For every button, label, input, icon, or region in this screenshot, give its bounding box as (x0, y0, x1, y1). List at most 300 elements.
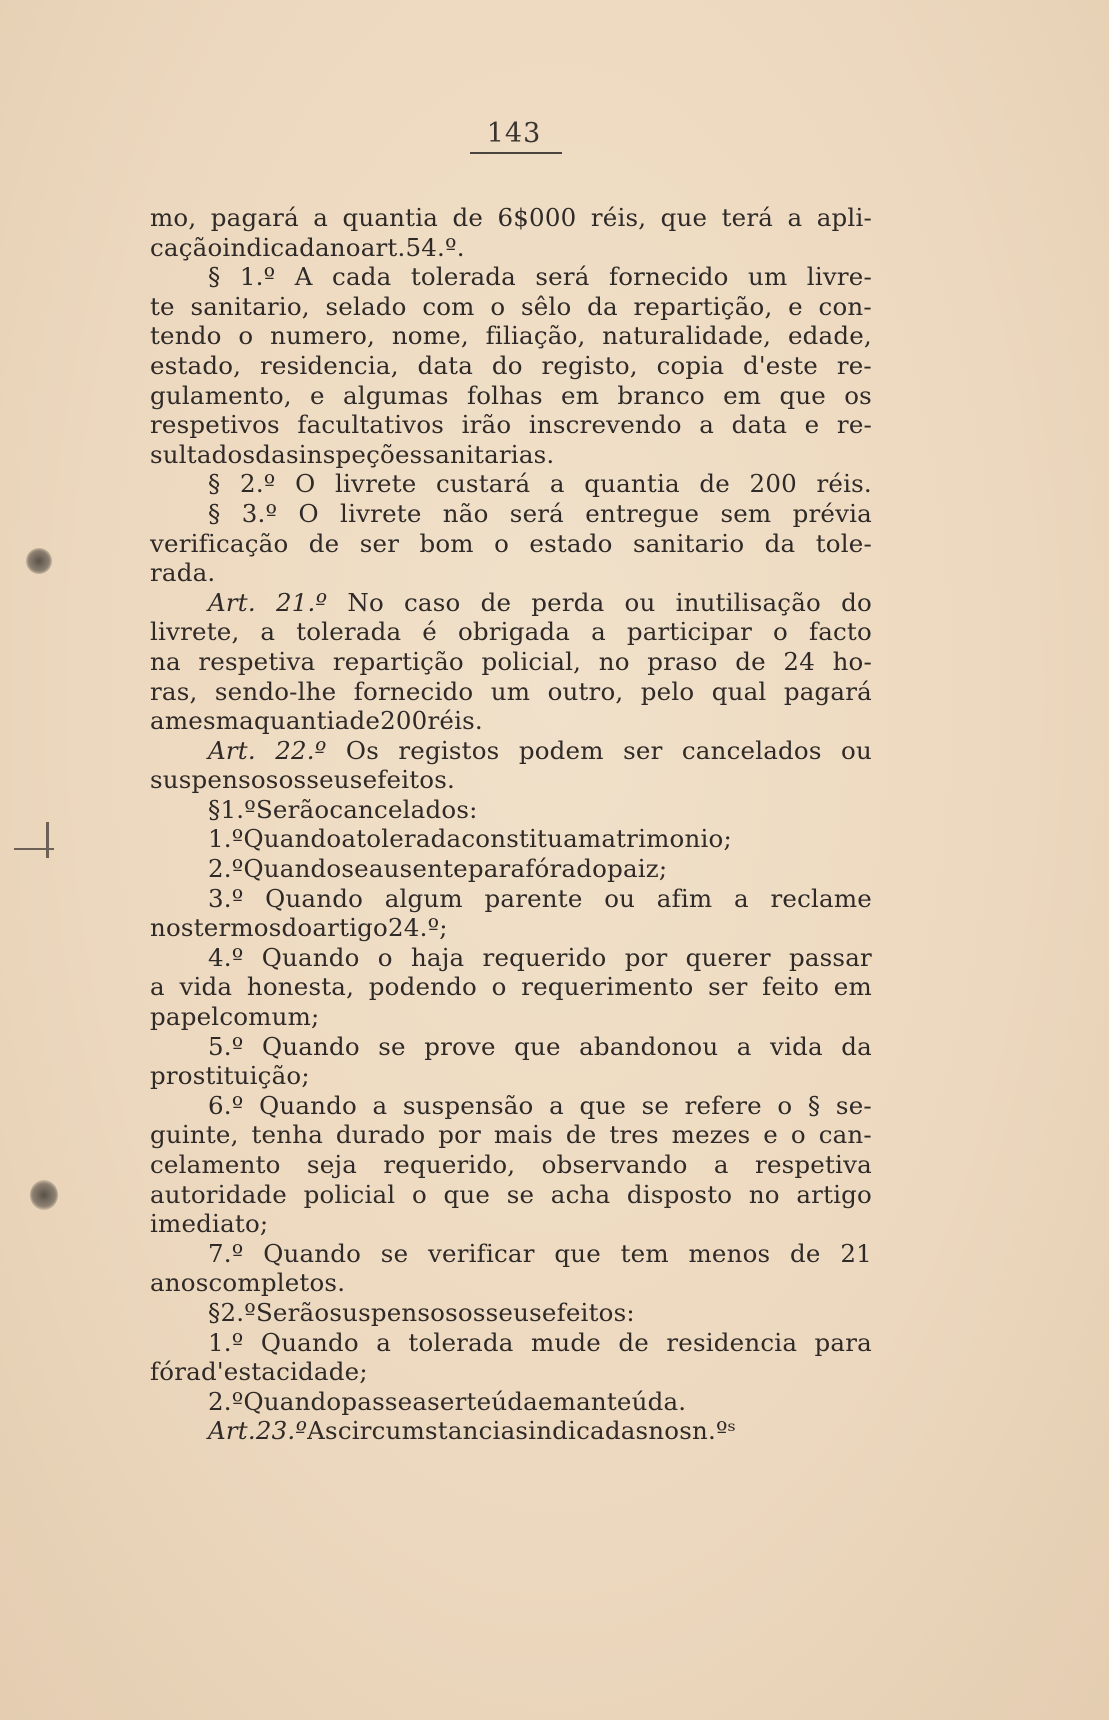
word: Art. (208, 587, 256, 617)
page-body-text (150, 203, 872, 1446)
word: a (549, 469, 565, 499)
word: o (377, 942, 393, 972)
word: nome, (391, 321, 469, 351)
word: autoridade (150, 1179, 288, 1209)
word: A (294, 262, 313, 292)
word: 6$000 (497, 203, 577, 232)
word: artigo (796, 1179, 872, 1209)
word: § (807, 1090, 821, 1120)
text-line (150, 1150, 872, 1180)
word: 2.º (220, 1297, 256, 1327)
word: a (549, 1090, 564, 1120)
word: Quando (263, 1238, 362, 1268)
word: 3.º (241, 498, 278, 528)
word: a (787, 203, 803, 232)
word: facto (808, 617, 872, 647)
word: ras, (150, 676, 198, 706)
word: sem (720, 498, 772, 528)
word: data (417, 350, 474, 380)
margin-ink-spot (26, 548, 52, 574)
word: em (723, 380, 762, 410)
word: 54.º. (405, 232, 465, 262)
word: qual (711, 676, 767, 706)
word: quantia (584, 469, 680, 499)
word: inscrevendo (528, 410, 682, 440)
text-line (150, 765, 872, 795)
word: nos (648, 1416, 692, 1446)
word: O (298, 498, 319, 528)
word: sultados (150, 439, 256, 469)
word: caso (404, 587, 461, 617)
word: pagará (783, 676, 872, 706)
word: cancelados: (329, 794, 478, 824)
word: ser (623, 735, 663, 765)
word: matrimonio; (577, 824, 732, 854)
word: 22.º (275, 735, 327, 765)
text-line (150, 1032, 872, 1062)
word: Quando (260, 1327, 359, 1357)
word: livrete (334, 469, 417, 499)
word: a (376, 1327, 392, 1357)
word: cada (332, 262, 392, 292)
word: sanitarias. (422, 439, 555, 469)
word: de (308, 528, 340, 558)
word: ou (604, 883, 636, 913)
word: fornecido (608, 262, 729, 292)
word: nos (150, 913, 194, 943)
word: apli- (816, 203, 872, 232)
word: suspensão (402, 1090, 534, 1120)
word: e (537, 1386, 553, 1416)
page-number: 143 (486, 118, 542, 149)
word: no (748, 1179, 780, 1209)
word: sanitario, (190, 291, 310, 321)
word: verificar (427, 1238, 535, 1268)
word: a (591, 617, 606, 647)
word: que (660, 203, 708, 232)
word: inutilisação (675, 587, 821, 617)
word: o (777, 1090, 793, 1120)
word: data (731, 410, 788, 440)
word: se (506, 1179, 535, 1209)
word: tolerada (356, 824, 462, 854)
word: repartição (332, 646, 464, 676)
word: do (281, 913, 313, 943)
word: policial, (481, 646, 582, 676)
word: ausente (368, 854, 468, 884)
word: respetiva (755, 1150, 872, 1179)
text-line (150, 469, 872, 499)
text-line (150, 1180, 872, 1210)
word: do (841, 587, 872, 617)
word: perda (531, 587, 605, 617)
word: § (208, 794, 221, 824)
word: seja (306, 1150, 357, 1179)
word: de (699, 469, 730, 499)
margin-pencil-mark (46, 822, 49, 858)
word: 21.º (275, 587, 328, 617)
word: pelo (640, 676, 695, 706)
word: d'este (742, 350, 819, 380)
word: participar (626, 617, 753, 647)
text-line (150, 854, 872, 884)
word: guinte, (150, 1120, 239, 1150)
word: que (443, 1179, 491, 1209)
word: papel (150, 1002, 220, 1032)
word: numero, (270, 321, 376, 351)
word: 200 (749, 469, 797, 499)
word: mezes (671, 1120, 751, 1150)
word: querer (685, 942, 771, 972)
word: acha (550, 1179, 611, 1209)
word: o (238, 321, 254, 351)
text-line (150, 1268, 872, 1298)
word: efeitos: (541, 1297, 635, 1327)
word: menos (688, 1238, 771, 1268)
word: d'esta (200, 1357, 277, 1387)
word: copia (656, 350, 725, 380)
word: por (438, 1120, 481, 1150)
word: respetiva (198, 646, 316, 676)
word: repartição, (633, 291, 773, 321)
text-line (150, 1239, 872, 1269)
word: registo, (541, 350, 638, 380)
word: abandonou (579, 1031, 719, 1061)
word: 3.º (208, 883, 244, 913)
word: inspeções (298, 439, 423, 469)
word: gulamento, (150, 380, 292, 410)
word: algumas (342, 380, 449, 410)
word: a (150, 972, 165, 1002)
word: é (422, 617, 437, 647)
word: No (347, 587, 384, 617)
word: podendo (368, 972, 477, 1002)
word: celamento (150, 1150, 281, 1179)
word: tolerada (296, 617, 402, 647)
word: 7.º (208, 1238, 244, 1268)
word: pagará (210, 203, 299, 232)
word: os (278, 765, 307, 795)
word: de (480, 587, 512, 617)
text-line (150, 1002, 872, 1032)
text-line (150, 1091, 872, 1121)
word: Quando (261, 942, 360, 972)
word: fóra (525, 854, 577, 884)
margin-ink-spot (30, 1180, 58, 1210)
word: 4.º (208, 942, 244, 972)
word: a (313, 203, 329, 232)
word: branco (617, 380, 705, 410)
word: a (260, 617, 276, 647)
word: o (490, 291, 506, 321)
word: a (733, 883, 749, 913)
word: mude (530, 1327, 601, 1357)
word: réis. (427, 706, 483, 736)
word: da (764, 528, 796, 558)
word: prove (424, 1031, 496, 1061)
word: con- (818, 291, 872, 321)
word: art. (360, 232, 406, 262)
word: mais (493, 1120, 553, 1150)
word: te (150, 291, 175, 321)
word: 6.º (208, 1090, 244, 1120)
word: das (255, 439, 299, 469)
text-line (150, 972, 872, 1002)
word: estado, (150, 350, 242, 380)
word: tolerada (408, 1327, 514, 1357)
word: refere (684, 1090, 762, 1120)
word: sanitario (632, 528, 745, 558)
word: Art. (208, 1416, 256, 1446)
text-line (150, 1061, 872, 1091)
text-line (150, 824, 872, 854)
word: 24 (783, 646, 815, 676)
word: custará (436, 469, 531, 499)
word: irão (461, 410, 512, 440)
word: edade, (787, 321, 872, 351)
word: se (380, 1238, 409, 1268)
article-heading-line (150, 588, 872, 618)
word: 21 (840, 1238, 872, 1268)
word: prostituição; (150, 1061, 310, 1091)
word: § (208, 262, 221, 292)
word: re- (836, 350, 872, 380)
word: disposto (626, 1179, 733, 1209)
word: Quando (243, 854, 342, 884)
word: podem (518, 735, 604, 765)
word: 1.º (208, 1327, 244, 1357)
word: 23.º (255, 1416, 308, 1446)
word: Art. (208, 735, 256, 765)
word: termos (193, 913, 282, 943)
word: tole- (815, 528, 872, 558)
word: e (763, 1120, 778, 1150)
text-line (150, 440, 872, 470)
word: reclame (770, 883, 872, 913)
word: cidade; (276, 1357, 368, 1387)
word: rada. (150, 558, 216, 588)
text-line (150, 1120, 872, 1150)
word: constitua (461, 824, 578, 854)
word: n.ºˢ (691, 1416, 737, 1446)
word: As (307, 1416, 338, 1446)
word: requerido, (383, 1150, 516, 1179)
word: ou (841, 735, 872, 765)
text-line (150, 677, 872, 707)
word: livre- (806, 262, 872, 292)
word: folhas (466, 380, 543, 410)
word: não (442, 498, 489, 528)
word: que (779, 380, 826, 410)
word: mo, (150, 203, 197, 232)
word: fornecido (353, 676, 474, 706)
word: com (422, 291, 475, 321)
word: honesta, (246, 972, 355, 1002)
word: fóra (150, 1357, 201, 1387)
word: no (329, 232, 361, 262)
word: observando (541, 1150, 688, 1179)
word: ou (624, 587, 656, 617)
word: por (624, 942, 668, 972)
text-line (150, 381, 872, 411)
word: da (587, 291, 618, 321)
word: de (735, 646, 766, 676)
text-line (150, 795, 872, 825)
word: o (491, 972, 507, 1002)
word: Quando (265, 883, 364, 913)
word: que (514, 1031, 561, 1061)
word: artigo (312, 913, 388, 943)
word: Quando (243, 824, 342, 854)
word: réis. (816, 469, 872, 499)
word: os (844, 380, 872, 410)
word: livrete, (150, 617, 240, 647)
word: seus (485, 1297, 542, 1327)
word: can- (818, 1120, 872, 1150)
word: 2.º (208, 854, 244, 884)
word: o (773, 617, 788, 647)
text-line (150, 647, 872, 677)
word: teúda (466, 1386, 538, 1416)
word: suspensos (150, 765, 279, 795)
word: se (378, 1031, 406, 1061)
text-line (150, 410, 872, 440)
word: anos (150, 1268, 209, 1298)
word: quantia (253, 706, 350, 736)
word: será (509, 498, 564, 528)
text-line (150, 1387, 872, 1417)
text-line (150, 1209, 872, 1239)
word: vida (770, 1031, 823, 1061)
text-line (150, 943, 872, 973)
word: entregue (585, 498, 700, 528)
word: em (561, 380, 600, 410)
word: ser (427, 1386, 467, 1416)
word: verificação (150, 528, 289, 558)
word: passe (341, 1386, 413, 1416)
text-line (150, 321, 872, 351)
word: seus (306, 765, 363, 795)
word: praso (647, 646, 718, 676)
text-line (150, 1357, 872, 1387)
text-line (150, 558, 872, 588)
word: Serão (255, 1297, 330, 1327)
word: se- (835, 1090, 872, 1120)
word: tendo (150, 321, 222, 351)
word: requerimento (521, 972, 694, 1002)
text-line (150, 1298, 872, 1328)
word: e (310, 380, 325, 410)
text-line (150, 617, 872, 647)
word: sendo-lhe (214, 676, 337, 706)
word: será (535, 262, 590, 292)
word: parente (484, 883, 583, 913)
word: livrete (340, 498, 422, 528)
word: a (412, 1386, 428, 1416)
word: afim (656, 883, 713, 913)
word: se (641, 1090, 670, 1120)
word: de (618, 1327, 649, 1357)
word: estado (529, 528, 613, 558)
text-line (150, 203, 872, 233)
word: § (208, 498, 221, 528)
word: ser (708, 972, 748, 1002)
word: 2.º (208, 1386, 244, 1416)
word: registos (398, 735, 500, 765)
word: policial (303, 1179, 396, 1209)
word: durado (335, 1120, 426, 1150)
article-heading-line (150, 736, 872, 766)
word: cancelados (681, 735, 822, 765)
word: a (736, 1031, 752, 1061)
word: sêlo (520, 291, 572, 321)
word: um (490, 676, 531, 706)
word: tem (620, 1238, 669, 1268)
word: réis, (590, 203, 647, 232)
word: na (150, 646, 181, 676)
word: vida (179, 972, 233, 1002)
word: naturalidade, (602, 321, 772, 351)
word: re- (836, 410, 872, 440)
text-line (150, 884, 872, 914)
word: residencia, (259, 350, 399, 380)
word: § (208, 469, 221, 499)
word: cação (150, 232, 223, 262)
word: indicadas (528, 1416, 649, 1446)
text-line (150, 529, 872, 559)
word: tolerada (410, 262, 516, 292)
word: de (790, 1238, 821, 1268)
word: terá (721, 203, 774, 232)
word: 24.º; (388, 913, 448, 943)
word: comum; (219, 1002, 320, 1032)
word: Quando (259, 1090, 357, 1120)
word: do (576, 854, 608, 884)
word: o (494, 528, 510, 558)
word: Quando (261, 1031, 360, 1061)
word: O (295, 469, 316, 499)
word: a (713, 1150, 729, 1179)
page-number-rule (470, 152, 562, 154)
word: a (699, 410, 715, 440)
text-line (150, 913, 872, 943)
word: se (341, 854, 369, 884)
word: que (554, 1238, 601, 1268)
word: o (411, 1179, 427, 1209)
word: obrigada (457, 617, 571, 647)
word: e (804, 410, 820, 440)
word: residencia (666, 1327, 798, 1357)
word: haja (410, 942, 465, 972)
word: que (579, 1090, 627, 1120)
word: ho- (832, 646, 872, 676)
article-heading-line (150, 1416, 872, 1446)
text-line (150, 292, 872, 322)
word: de (452, 203, 484, 232)
word: circumstancias (337, 1416, 529, 1446)
word: no (598, 646, 630, 676)
word: § (208, 1297, 221, 1327)
word: em (833, 972, 872, 1002)
word: 1.º (239, 262, 276, 292)
text-line (150, 351, 872, 381)
word: quantia (342, 203, 439, 232)
word: respetivos (150, 410, 280, 440)
word: feito (762, 972, 820, 1002)
word: suspensos (329, 1297, 458, 1327)
word: o (790, 1120, 806, 1150)
word: outro, (547, 676, 624, 706)
